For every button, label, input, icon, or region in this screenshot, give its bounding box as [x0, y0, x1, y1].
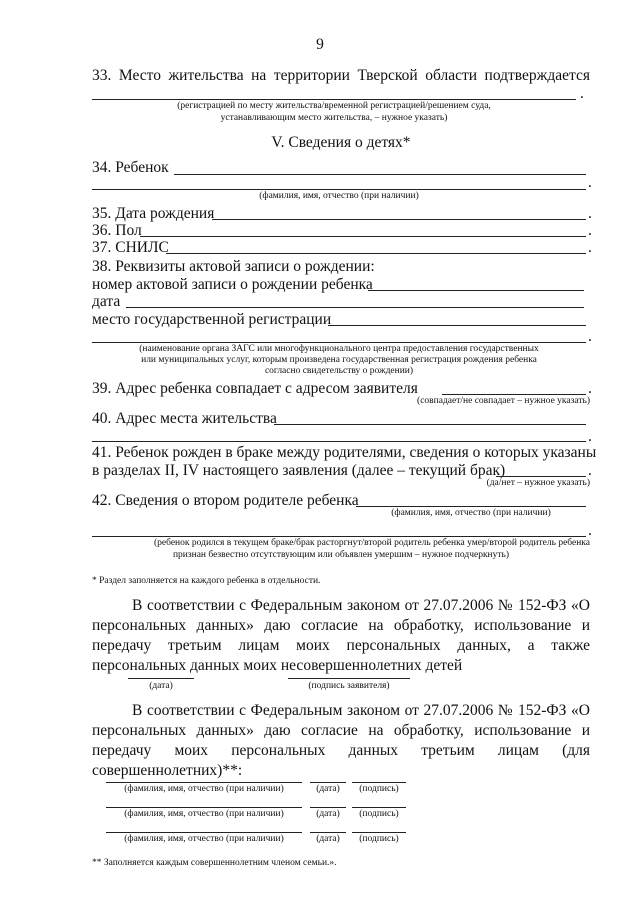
row1-signature-caption: (подпись) — [359, 784, 399, 794]
q39-hint: (совпадает/не совпадает – нужное указать) — [417, 396, 590, 406]
q42-hint-name: (фамилия, имя, отчество (при наличии) — [391, 508, 551, 518]
row1-name-caption: (фамилия, имя, отчество (при наличии) — [124, 784, 284, 794]
row1-date-line[interactable] — [310, 782, 346, 783]
row2-signature-line[interactable] — [352, 807, 406, 808]
q38-number-label: номер актовой записи о рождении ребенка — [92, 276, 373, 293]
q40-label: 40. Адрес места жительства — [92, 410, 277, 427]
q42-input-line[interactable] — [356, 506, 586, 507]
q36-input-line[interactable] — [140, 236, 586, 237]
consent-1-signature-caption: (подпись заявителя) — [308, 681, 390, 691]
row2-signature-caption: (подпись) — [359, 809, 399, 819]
footnote-section-v: * Раздел заполняется на каждого ребенка в отдельности. — [92, 576, 321, 586]
q38-date-label: дата — [92, 293, 121, 310]
period: . — [588, 174, 592, 191]
q38-number-input[interactable] — [368, 290, 584, 291]
row2-name-caption: (фамилия, имя, отчество (при наличии) — [124, 809, 284, 819]
row3-name-caption: (фамилия, имя, отчество (при наличии) — [124, 834, 284, 844]
q35-input-line[interactable] — [212, 219, 586, 220]
row3-signature-line[interactable] — [352, 832, 406, 833]
consent-2-text: В соответствии с Федеральным законом от 27.07.2006 № 152-ФЗ «О персональных данных» даю согласие на обработку, использование и передачу моих персональных данных третьим лицам (для совершеннолетних)**: — [92, 702, 590, 779]
period: . — [588, 222, 592, 239]
period: . — [588, 428, 592, 445]
q37-input-line[interactable] — [166, 253, 586, 254]
q38-place-label: место государственной регистрации — [92, 311, 332, 328]
q33-hint-1: (регистрацией по месту жительства/временной регистрацией/решением суда, — [177, 101, 491, 111]
row3-date-line[interactable] — [310, 832, 346, 833]
row3-name-line[interactable] — [106, 832, 302, 833]
row2-name-line[interactable] — [106, 807, 302, 808]
q42-label: 42. Сведения о втором родителе ребенка — [92, 492, 359, 509]
q33-hint-2: устанавливающим место жительства, – нужное указать) — [220, 113, 448, 123]
consent-1-signature-line[interactable] — [288, 678, 410, 679]
q34-hint: (фамилия, имя, отчество (при наличии) — [259, 191, 419, 201]
q38-hint-1: (наименование органа ЗАГС или многофункционального центра предоставления государственных — [139, 344, 539, 354]
row2-date-caption: (дата) — [316, 809, 340, 819]
q41-input-line[interactable] — [496, 476, 586, 477]
q38-place-input[interactable] — [328, 325, 586, 326]
q33-label: 33. Место жительства на территории Тверской области подтверждается — [92, 67, 590, 84]
q39-label: 39. Адрес ребенка совпадает с адресом заявителя — [92, 380, 418, 397]
row1-signature-line[interactable] — [352, 782, 406, 783]
period: . — [588, 462, 592, 479]
q36-label: 36. Пол — [92, 222, 142, 239]
q38-place-input-2[interactable] — [92, 342, 586, 343]
period: . — [588, 522, 592, 539]
q41-line2: в разделах II, IV настоящего заявления (далее – текущий брак) — [92, 462, 506, 479]
q38-date-input[interactable] — [126, 307, 584, 308]
consent-1-date-line[interactable] — [128, 678, 194, 679]
q41-hint: (да/нет – нужное указать) — [486, 478, 590, 488]
footnote-adults: ** Заполняется каждым совершеннолетним членом семьи.». — [92, 858, 337, 868]
q40-input-line-2[interactable] — [92, 441, 586, 442]
period: . — [588, 380, 592, 397]
q39-input-line[interactable] — [442, 394, 586, 395]
row3-signature-caption: (подпись) — [359, 834, 399, 844]
q34-label: 34. Ребенок — [92, 159, 169, 176]
row1-date-caption: (дата) — [316, 784, 340, 794]
q34-input-line[interactable] — [174, 174, 586, 175]
q41-line1: 41. Ребенок рожден в браке между родителями, сведения о которых указаны — [92, 444, 597, 461]
q38-hint-3: согласно свидетельству о рождении) — [264, 366, 414, 376]
q40-input-line[interactable] — [274, 424, 586, 425]
period: . — [588, 328, 592, 345]
q38-hint-2: или муниципальных услуг, которым произведена государственная регистрация рождения ребенка — [141, 355, 537, 365]
q38-label: 38. Реквизиты актовой записи о рождении: — [92, 258, 375, 275]
row3-date-caption: (дата) — [316, 834, 340, 844]
row2-date-line[interactable] — [310, 807, 346, 808]
q34-input-line-2[interactable] — [92, 189, 586, 190]
q42-hint-2: признан безвестно отсутствующим или объявлен умершим – нужное подчеркнуть) — [172, 550, 510, 560]
page-number: 9 — [316, 36, 324, 53]
q35-label: 35. Дата рождения — [92, 205, 215, 222]
section-title: V. Сведения о детях* — [271, 134, 411, 151]
row1-name-line[interactable] — [106, 782, 302, 783]
consent-1-date-caption: (дата) — [149, 681, 173, 691]
q42-hint-1: (ребенок родился в текущем браке/брак расторгнут/второй родитель ребенка умер/второй родитель ребенка — [154, 538, 590, 548]
period: . — [580, 85, 584, 102]
period: . — [588, 205, 592, 222]
q42-input-line-2[interactable] — [92, 536, 586, 537]
q37-label: 37. СНИЛС — [92, 239, 169, 256]
consent-1-text: В соответствии с Федеральным законом от 27.07.2006 № 152-ФЗ «О персональных данных» даю согласие на обработку, использование и передачу третьим лицам моих персональных данных, а также персональных данных моих несовершеннолетних детей — [92, 597, 590, 674]
period: . — [588, 239, 592, 256]
q33-input-line[interactable] — [92, 99, 576, 100]
